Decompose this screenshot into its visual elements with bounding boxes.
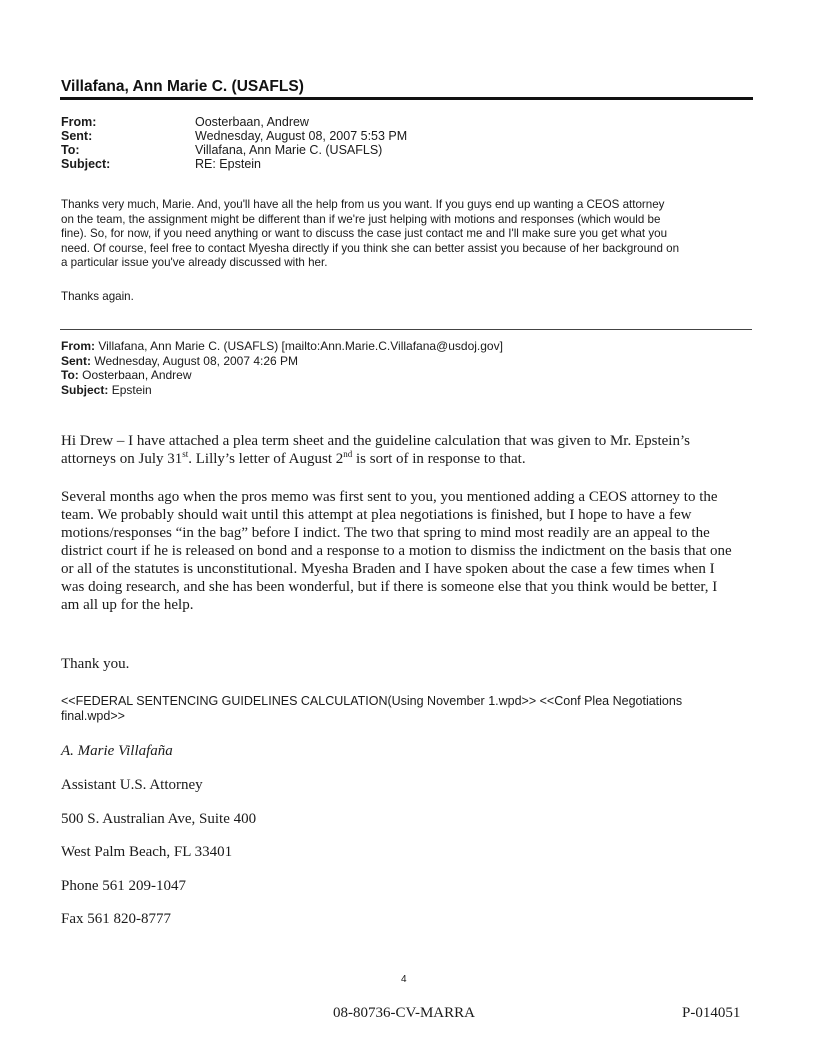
body-line: was doing research, and she has been wonderful, but if there is someone else that you think would be better, I [61,579,718,595]
original-thanks: Thank you. [61,656,130,672]
body-line: on the team, the assignment might be different than if we're just helping with motions and responses (which would be [61,212,661,226]
page-number: 4 [401,974,407,985]
header-value: Villafana, Ann Marie C. (USAFLS) [195,143,383,157]
original-sent-value: Wednesday, August 08, 2007 4:26 PM [94,353,299,368]
original-from-value: Villafana, Ann Marie C. (USAFLS) [mailto:Ann.Marie.C.Villafana@usdoj.gov] [98,339,503,353]
body-line: or all of the statutes is unconstitutional. Myesha Braden and I have spoken about the case a few times when I [61,561,715,577]
reply-body [61,198,761,271]
attachment-text: final.wpd>> [61,708,125,723]
text-run: . Lilly’s letter of August 2 [188,451,344,467]
quoted-message-divider [60,329,752,330]
reply-headers [61,115,407,171]
title-divider [60,97,753,100]
header-label: Sent: [61,129,93,143]
mailbox-owner-title: Villafana, Ann Marie C. (USAFLS) [61,78,304,95]
signature-fax: Fax 561 820-8777 [61,911,171,927]
original-paragraph-2 [61,488,761,614]
header-label: From: [61,115,97,129]
body-line: fine). So, for now, if you need anything or want to discuss the case just contact me and I'll make sure you get what you [61,227,668,241]
signature-title: Assistant U.S. Attorney [61,777,203,793]
header-label: From: [61,339,95,353]
body-line: am all up for the help. [61,597,194,613]
case-number: 08-80736-CV-MARRA [333,1005,475,1021]
text-run: is sort of in response to that. [352,451,526,467]
signature-address-line-2: West Palm Beach, FL 33401 [61,844,233,860]
original-paragraph-1 [61,432,761,468]
body-line: Several months ago when the pros memo was first sent to you, you mentioned adding a CEOS attorney to the [61,489,718,505]
ordinal-suffix: nd [343,449,353,459]
signature-address-line-1: 500 S. Australian Ave, Suite 400 [61,811,257,827]
body-line: motions/responses “in the bag” before I indict. The two that spring to mind most readily are an appeal to the [61,525,710,541]
bates-number: P-014051 [682,1005,741,1021]
body-line: need. Of course, feel free to contact Myesha directly if you think she can better assist you because of her background on [61,241,680,255]
header-label: Subject: [61,157,111,171]
text-run: attorneys on July 31 [61,451,183,467]
body-line: district court if he is released on bond and a response to a motion to dismiss the indictment on the basis that one [61,543,732,559]
original-headers [61,339,503,397]
header-label: To: [61,143,80,157]
body-line [61,450,761,468]
original-to-value: Oosterbaan, Andrew [82,368,192,382]
header-value: Wednesday, August 08, 2007 5:53 PM [195,129,408,143]
ordinal-suffix: st [182,449,189,459]
header-label: Sent: [61,353,91,368]
original-from-row [61,339,503,354]
header-value: RE: Epstein [195,157,262,171]
body-line: Thanks very much, Marie. And, you'll have all the help from us you want. If you guys end up wanting a CEOS attorney [61,198,665,211]
body-line: team. We probably should wait until this attempt at plea negotiations is finished, but I hope to have a few [61,507,692,523]
signature-phone: Phone 561 209-1047 [61,878,186,894]
original-to-row [61,368,503,383]
header-sent-row [61,129,407,143]
original-subject-row [61,383,503,398]
signature-name: A. Marie Villafaña [61,743,173,759]
header-label: Subject: [61,382,109,397]
reply-closing: Thanks again. [61,290,134,303]
header-subject-row [61,157,407,171]
attachment-text: <<FEDERAL SENTENCING GUIDELINES CALCULATION(Using November 1.wpd>> <<Conf Plea Negotiations [61,694,683,708]
body-line: Hi Drew – I have attached a plea term sheet and the guideline calculation that was given to Mr. Epstein’s [61,433,690,449]
original-sent-row [61,354,503,369]
body-line: a particular issue you've already discussed with her. [61,256,328,270]
header-value: Oosterbaan, Andrew [195,115,309,129]
header-from-row [61,115,407,129]
attachments-line [61,694,761,723]
header-label: To: [61,368,79,382]
header-to-row [61,143,407,157]
original-subject-value: Epstein [111,382,152,397]
